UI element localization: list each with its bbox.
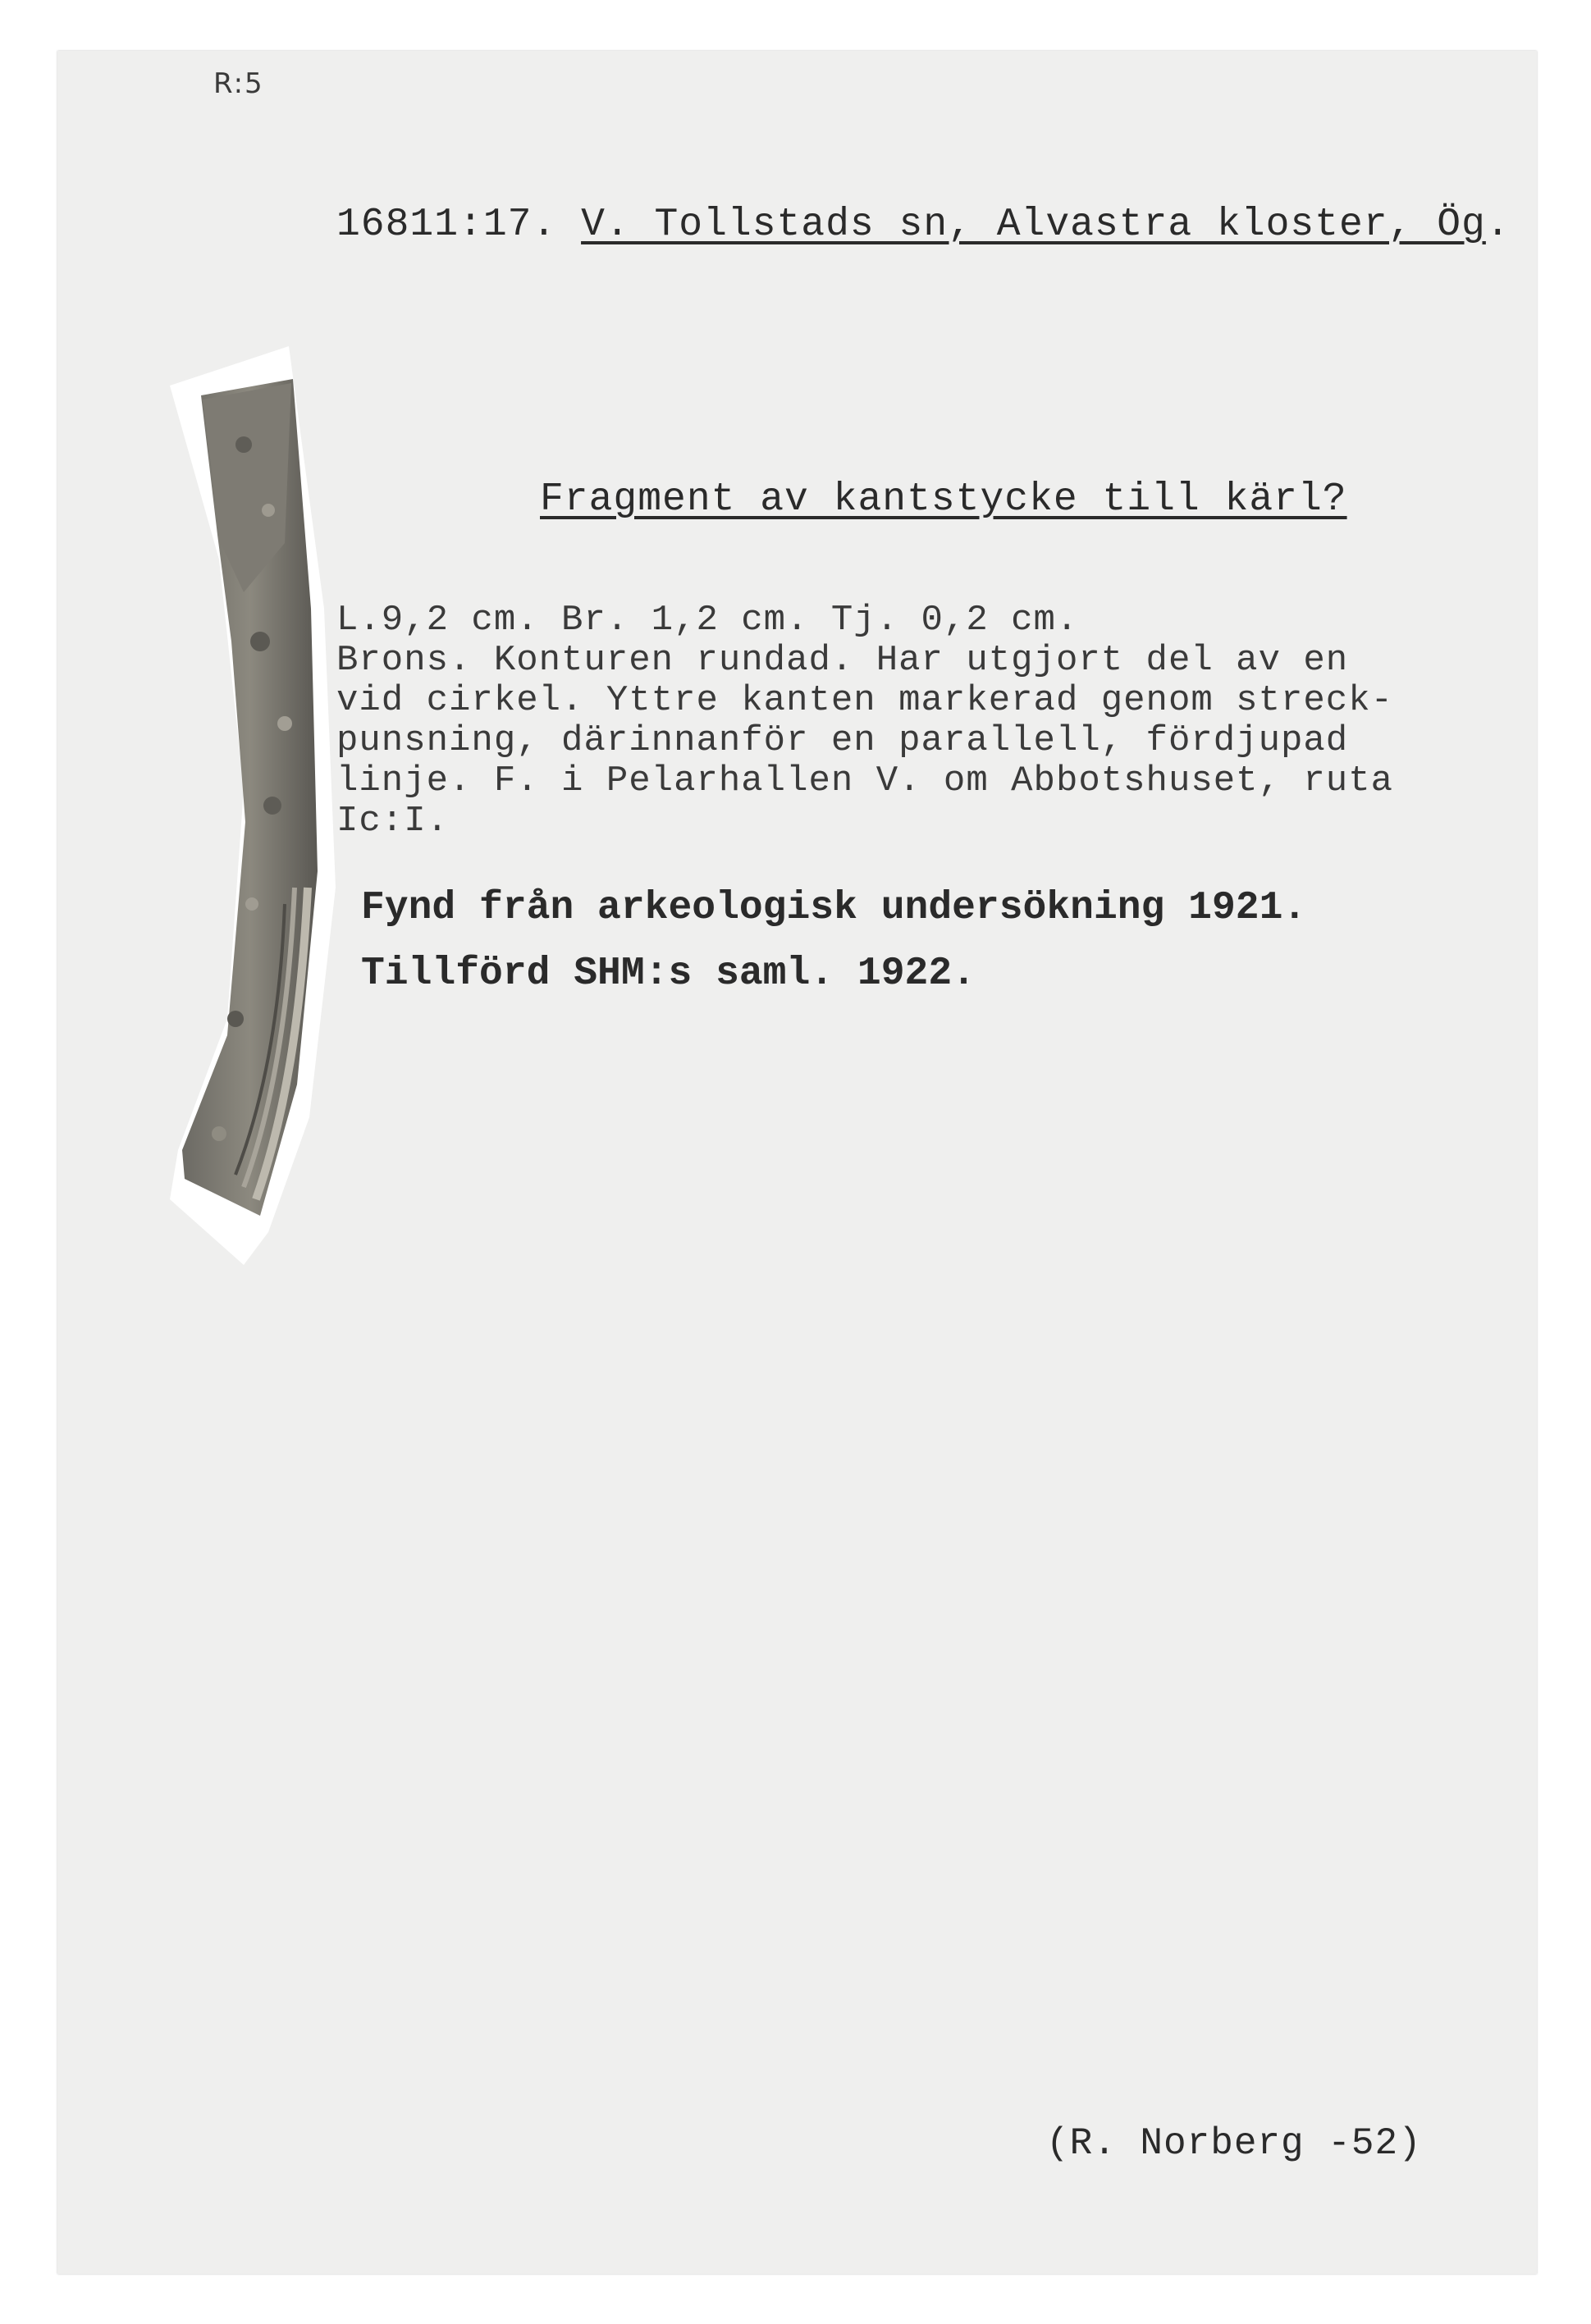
description-line: linje. F. i Pelarhallen V. om Abbotshuset, ruta bbox=[336, 760, 1394, 801]
object-title: Fragment av kantstycke till kärl? bbox=[540, 477, 1347, 522]
author-signature: (R. Norberg -52) bbox=[1046, 2122, 1422, 2165]
find-information bbox=[361, 875, 1306, 1007]
description-line: punsning, därinnanför en parallell, fördjupad bbox=[336, 720, 1349, 761]
heading-end: . bbox=[1485, 203, 1511, 247]
find-location: V. Tollstads sn, Alvastra kloster, Ög bbox=[581, 203, 1486, 247]
catalog-card bbox=[57, 51, 1537, 2274]
find-line: Fynd från arkeologisk undersökning 1921. bbox=[361, 886, 1307, 930]
catalog-heading bbox=[336, 203, 1511, 247]
description-line: Brons. Konturen rundad. Har utgjort del av en bbox=[336, 640, 1349, 681]
object-description bbox=[336, 600, 1393, 842]
description-line: L.9,2 cm. Br. 1,2 cm. Tj. 0,2 cm. bbox=[336, 600, 1079, 641]
description-line: vid cirkel. Yttre kanten markerad genom streck- bbox=[336, 680, 1394, 721]
artifact-photo bbox=[121, 297, 367, 1265]
handwritten-note: R:5 bbox=[213, 67, 264, 100]
find-line: Tillförd SHM:s saml. 1922. bbox=[361, 952, 976, 996]
description-line: Ic:I. bbox=[336, 801, 450, 842]
catalog-number: 16811:17. bbox=[336, 203, 557, 247]
